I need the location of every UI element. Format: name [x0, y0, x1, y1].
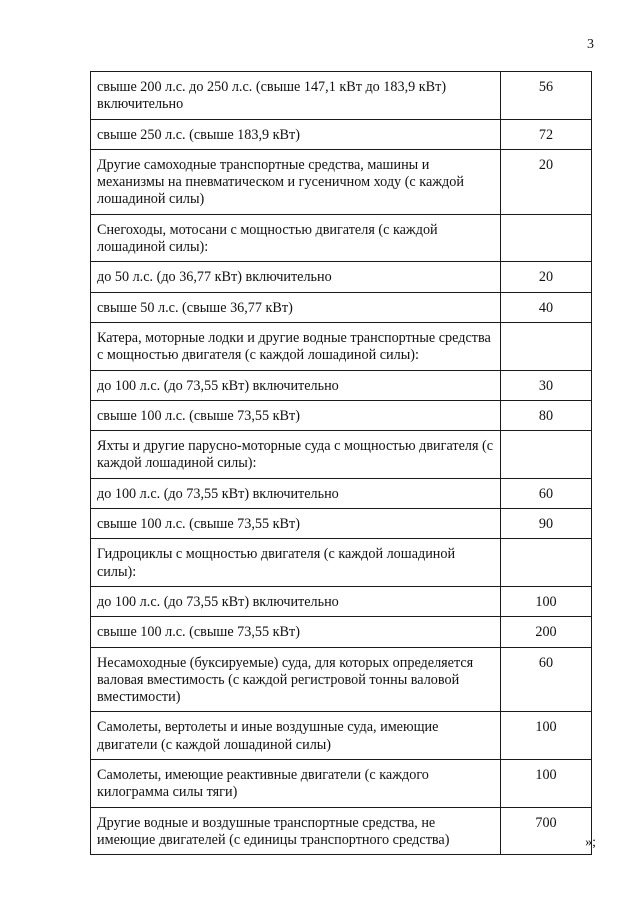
row-description: до 100 л.с. (до 73,55 кВт) включительно — [91, 370, 501, 400]
row-rate: 20 — [501, 149, 592, 214]
table-row — [91, 760, 592, 808]
closing-quote-mark: »; — [585, 835, 596, 850]
row-rate: 60 — [501, 478, 592, 508]
table-row — [91, 292, 592, 322]
table-row — [91, 647, 592, 712]
page-number: 3 — [587, 37, 594, 52]
table-row — [91, 617, 592, 647]
row-rate: 30 — [501, 370, 592, 400]
row-description: Яхты и другие парусно-моторные суда с мощностью двигателя (с каждой лошадиной силы): — [91, 431, 501, 479]
row-description: Снегоходы, мотосани с мощностью двигателя (с каждой лошадиной силы): — [91, 214, 501, 262]
row-rate — [501, 431, 592, 479]
table-row — [91, 322, 592, 370]
table-row — [91, 509, 592, 539]
row-description: свыше 250 л.с. (свыше 183,9 кВт) — [91, 119, 501, 149]
table-row — [91, 72, 592, 120]
row-description: свыше 100 л.с. (свыше 73,55 кВт) — [91, 617, 501, 647]
row-description: свыше 100 л.с. (свыше 73,55 кВт) — [91, 400, 501, 430]
table-row — [91, 119, 592, 149]
row-description: Гидроциклы с мощностью двигателя (с каждой лошадиной силы): — [91, 539, 501, 587]
row-rate: 200 — [501, 617, 592, 647]
row-rate: 700 — [501, 807, 592, 855]
row-rate: 100 — [501, 760, 592, 808]
row-description: Самолеты, имеющие реактивные двигатели (с каждого килограмма силы тяги) — [91, 760, 501, 808]
row-description: Катера, моторные лодки и другие водные транспортные средства с мощностью двигателя (с каждой лошадиной силы): — [91, 322, 501, 370]
tax-rate-table — [90, 71, 592, 855]
row-description: Самолеты, вертолеты и иные воздушные суда, имеющие двигатели (с каждой лошадиной силы) — [91, 712, 501, 760]
row-rate: 56 — [501, 72, 592, 120]
row-rate: 90 — [501, 509, 592, 539]
row-description: до 50 л.с. (до 36,77 кВт) включительно — [91, 262, 501, 292]
row-description: Другие самоходные транспортные средства, машины и механизмы на пневматическом и гусеничном ходу (с каждой лошадиной силы) — [91, 149, 501, 214]
table-row — [91, 539, 592, 587]
row-description: Несамоходные (буксируемые) суда, для которых определяется валовая вместимость (с каждой регистровой тонны валовой вместимости) — [91, 647, 501, 712]
row-description: до 100 л.с. (до 73,55 кВт) включительно — [91, 586, 501, 616]
row-rate — [501, 539, 592, 587]
row-rate: 60 — [501, 647, 592, 712]
row-rate: 100 — [501, 712, 592, 760]
row-description: свыше 100 л.с. (свыше 73,55 кВт) — [91, 509, 501, 539]
table-row — [91, 586, 592, 616]
row-rate: 40 — [501, 292, 592, 322]
table-row — [91, 478, 592, 508]
row-rate: 80 — [501, 400, 592, 430]
row-description: Другие водные и воздушные транспортные средства, не имеющие двигателей (с единицы транспортного средства) — [91, 807, 501, 855]
table-row — [91, 370, 592, 400]
row-description: до 100 л.с. (до 73,55 кВт) включительно — [91, 478, 501, 508]
row-rate — [501, 322, 592, 370]
table-row — [91, 431, 592, 479]
row-rate: 72 — [501, 119, 592, 149]
table-row — [91, 262, 592, 292]
row-description: свыше 200 л.с. до 250 л.с. (свыше 147,1 кВт до 183,9 кВт) включительно — [91, 72, 501, 120]
table-row — [91, 400, 592, 430]
row-description: свыше 50 л.с. (свыше 36,77 кВт) — [91, 292, 501, 322]
table-row — [91, 149, 592, 214]
row-rate — [501, 214, 592, 262]
row-rate: 20 — [501, 262, 592, 292]
table-row — [91, 712, 592, 760]
row-rate: 100 — [501, 586, 592, 616]
table-row — [91, 214, 592, 262]
